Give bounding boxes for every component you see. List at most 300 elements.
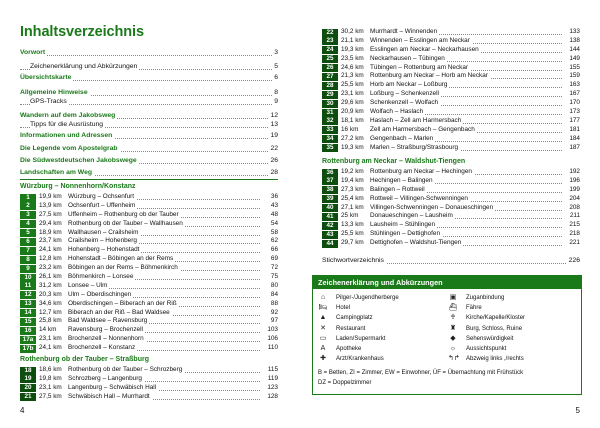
stage-route bbox=[68, 220, 260, 229]
stage-row[interactable] bbox=[20, 366, 278, 375]
stage-page: 97 bbox=[270, 317, 278, 325]
stage-distance: 21,3 km bbox=[341, 72, 364, 80]
stage-distance: 19,4 km bbox=[341, 176, 364, 184]
legend-item-label: Aussichtspunkt bbox=[466, 345, 507, 352]
restaurant-icon: ✕ bbox=[320, 324, 326, 332]
stage-page: 218 bbox=[569, 230, 580, 238]
stage-distance: 20,9 km bbox=[341, 108, 364, 116]
stage-distance: 31,2 km bbox=[39, 281, 62, 289]
stage-route bbox=[68, 291, 260, 300]
stage-page: 128 bbox=[267, 392, 278, 400]
stage-number-badge: 4 bbox=[20, 220, 36, 228]
stage-distance: 13,9 km bbox=[39, 201, 62, 209]
stage-route bbox=[68, 366, 260, 375]
stage-row[interactable] bbox=[20, 344, 278, 353]
stage-page: 192 bbox=[569, 168, 580, 175]
stage-row[interactable] bbox=[322, 108, 580, 117]
toc-entry[interactable] bbox=[20, 131, 278, 142]
stage-number-badge: 44 bbox=[322, 240, 338, 248]
stage-distance: 23,7 km bbox=[39, 237, 62, 245]
stage-row[interactable] bbox=[20, 264, 278, 273]
stage-row[interactable] bbox=[322, 195, 580, 204]
toc-entry-label: Die Südwestdeutschen Jakobswege bbox=[20, 156, 139, 167]
stage-route bbox=[370, 108, 562, 117]
stage-row[interactable] bbox=[322, 135, 580, 144]
stage-route-text: Neckarhausen – Tübingen bbox=[370, 54, 445, 62]
stage-page: 106 bbox=[267, 335, 278, 343]
stage-number-badge: 17b bbox=[20, 345, 36, 353]
stage-page: 115 bbox=[267, 366, 278, 373]
legend-item-label: Zuganbindung bbox=[466, 295, 505, 301]
stage-distance: 24,1 km bbox=[39, 246, 62, 254]
stage-route-text: Brochenzell – Konstanz bbox=[68, 344, 136, 352]
stage-number-badge: 26 bbox=[322, 64, 338, 72]
stage-row[interactable] bbox=[322, 90, 580, 99]
stage-distance: 12,7 km bbox=[39, 308, 62, 316]
toc-entry-page: 5 bbox=[272, 62, 278, 73]
stage-row[interactable] bbox=[322, 177, 580, 186]
stage-route bbox=[370, 195, 562, 204]
legend-item-label: Laden/Supermarkt bbox=[336, 335, 386, 342]
stage-page: 149 bbox=[569, 54, 580, 62]
stage-distance: 19,3 km bbox=[341, 143, 364, 151]
stage-page: 103 bbox=[267, 326, 278, 334]
stage-page: 133 bbox=[569, 28, 580, 35]
stage-route-text: Langenburg – Schwäbisch Hall bbox=[68, 383, 157, 391]
stage-route-text: Biberach an der Riß – Bad Waldsee bbox=[68, 308, 170, 316]
leader-dots bbox=[20, 55, 278, 56]
stage-row[interactable] bbox=[20, 202, 278, 211]
stage-route-text: Tübingen – Rottenburg am Neckar bbox=[370, 63, 469, 71]
stage-row[interactable] bbox=[322, 239, 580, 248]
stage-distance: 18,1 km bbox=[341, 116, 364, 124]
stage-number-badge: 42 bbox=[322, 222, 338, 230]
legend-item-label: Kirche/Kapelle/Kloster bbox=[466, 315, 526, 322]
stage-distance: 19,3 km bbox=[341, 45, 364, 53]
doctor-icon: ✚ bbox=[320, 355, 326, 363]
toc-entry-label: Landschaften am Weg bbox=[20, 168, 94, 179]
stage-route-text: Zell am Harmersbach – Gengenbach bbox=[370, 125, 475, 133]
stage-number-badge: 10 bbox=[20, 274, 36, 282]
stage-page: 54 bbox=[270, 219, 278, 227]
stage-route bbox=[370, 135, 562, 144]
toc-entry[interactable] bbox=[20, 168, 278, 179]
stage-row[interactable] bbox=[322, 64, 580, 73]
page-title: Inhaltsverzeichnis bbox=[20, 24, 144, 40]
toc-entry[interactable] bbox=[20, 144, 278, 155]
stage-number-badge: 33 bbox=[322, 126, 338, 134]
stage-route bbox=[370, 230, 562, 239]
stage-route bbox=[370, 212, 562, 221]
stage-route bbox=[370, 81, 562, 90]
stage-row[interactable] bbox=[20, 291, 278, 300]
stage-page: 72 bbox=[270, 264, 278, 272]
stage-page: 208 bbox=[569, 203, 580, 211]
legend-title: Zeichenerklärung und Abkürzungen bbox=[313, 276, 581, 289]
stage-row[interactable] bbox=[20, 384, 278, 393]
stage-route-text: Crailsheim – Hohenberg bbox=[68, 237, 137, 245]
stage-row[interactable] bbox=[322, 72, 580, 81]
stage-route bbox=[370, 64, 562, 73]
legend-item-label: Abzweig links ,/rechts bbox=[466, 356, 524, 363]
pilgrim-hostel-icon: ⌂ bbox=[320, 294, 326, 301]
section-heading-rottenburg: Rottenburg am Neckar – Waldshut-Tiengen bbox=[322, 158, 466, 165]
stage-row[interactable] bbox=[20, 393, 278, 402]
stage-distance: 29,7 km bbox=[341, 239, 364, 247]
stage-number-badge: 29 bbox=[322, 91, 338, 99]
stage-row[interactable] bbox=[20, 220, 278, 229]
stage-distance: 25,5 km bbox=[341, 230, 364, 238]
stage-number-badge: 13 bbox=[20, 300, 36, 308]
stage-route bbox=[68, 335, 260, 344]
stage-page: 84 bbox=[270, 290, 278, 298]
stage-distance: 24,6 km bbox=[341, 63, 364, 71]
turn-icon: ↰↱ bbox=[448, 355, 460, 363]
stage-number-badge: 3 bbox=[20, 211, 36, 219]
stage-route bbox=[370, 72, 562, 81]
stage-route bbox=[370, 126, 562, 135]
legend-item-label: Pilger-/Jugendherberge bbox=[336, 295, 399, 301]
stage-number-badge: 16 bbox=[20, 327, 36, 335]
toc-entry-label: Tipps für die Ausrüstung bbox=[30, 120, 105, 131]
stage-number-badge: 22 bbox=[322, 29, 338, 37]
toc-entry-label: Zeichenerklärung und Abkürzungen bbox=[30, 62, 139, 73]
stage-distance: 27,5 km bbox=[39, 392, 62, 400]
stage-route bbox=[68, 309, 260, 318]
stage-distance: 19,2 km bbox=[341, 168, 364, 175]
stage-number-badge: 23 bbox=[322, 37, 338, 45]
stage-route-text: Schwäbisch Hall – Murrhardt bbox=[68, 392, 150, 400]
pharmacy-icon: A bbox=[320, 344, 326, 352]
page-number: 4 bbox=[20, 406, 25, 415]
stage-page: 62 bbox=[270, 237, 278, 245]
stage-route bbox=[68, 300, 260, 309]
stage-route bbox=[68, 193, 260, 202]
stage-page: 80 bbox=[270, 281, 278, 289]
church-icon: ♰ bbox=[450, 314, 456, 322]
ferry-icon: ⛴ bbox=[448, 304, 458, 312]
toc-entry-page: 3 bbox=[272, 48, 278, 59]
stage-row[interactable] bbox=[322, 117, 580, 126]
stage-distance: 30,2 km bbox=[341, 28, 364, 35]
stage-page: 69 bbox=[270, 255, 278, 263]
toc-entry-label: GPS-Tracks bbox=[30, 97, 69, 108]
stage-route bbox=[68, 264, 260, 273]
stage-row[interactable] bbox=[20, 335, 278, 344]
stage-row[interactable] bbox=[20, 211, 278, 220]
stage-route-text: Haslach – Zell am Harmersbach bbox=[370, 116, 462, 124]
stage-page: 123 bbox=[267, 383, 278, 391]
stage-row[interactable] bbox=[20, 237, 278, 246]
stage-page: 221 bbox=[569, 239, 580, 247]
stage-distance: 24,1 km bbox=[39, 344, 62, 352]
right-page bbox=[300, 0, 600, 428]
stage-route bbox=[370, 168, 562, 177]
stage-route-text: Ravensburg – Brochenzell bbox=[68, 326, 143, 334]
stage-page: 92 bbox=[270, 308, 278, 316]
stage-route-text: Rothenburg ob der Tauber – Wallhausen bbox=[68, 219, 183, 227]
stage-route-text: Bad Waldsee – Ravensburg bbox=[68, 317, 148, 325]
section-heading-wuerzburg: Würzburg – Nonnenhorn/Konstanz bbox=[20, 183, 136, 190]
stage-number-badge: 8 bbox=[20, 256, 36, 264]
toc-entry[interactable] bbox=[20, 62, 278, 73]
legend-item-label: Apotheke bbox=[336, 345, 362, 352]
stage-route bbox=[370, 28, 562, 37]
legend-abbreviations: B = Betten, ZI = Zimmer, EW = Einwohner, ÜF = Übernachtung mit Frühstück bbox=[318, 370, 524, 376]
camping-icon: ▲ bbox=[319, 314, 327, 322]
stage-distance: 23,2 km bbox=[39, 264, 62, 272]
stichwort-row[interactable] bbox=[322, 256, 580, 266]
stage-row[interactable] bbox=[20, 375, 278, 384]
stage-route bbox=[370, 55, 562, 64]
stage-route-text: Dettighofen – Waldshut-Tiengen bbox=[370, 239, 462, 247]
stage-number-badge: 7 bbox=[20, 247, 36, 255]
stage-distance: 25,8 km bbox=[39, 317, 62, 325]
stage-number-badge: 2 bbox=[20, 202, 36, 210]
stage-page: 155 bbox=[569, 63, 580, 71]
stage-page: 36 bbox=[270, 193, 278, 200]
stage-page: 170 bbox=[569, 99, 580, 107]
stage-row[interactable] bbox=[20, 229, 278, 238]
legend-item-label: Sehenswürdigkeit bbox=[466, 335, 514, 342]
stage-route bbox=[370, 117, 562, 126]
stage-distance: 21,1 km bbox=[341, 36, 364, 44]
stage-number-badge: 19 bbox=[20, 375, 36, 383]
stage-page: 184 bbox=[569, 134, 580, 142]
stage-route-text: Rottenburg am Neckar – Horb am Neckar bbox=[370, 72, 488, 80]
stage-number-badge: 12 bbox=[20, 291, 36, 299]
toc-entry-label: Allgemeine Hinweise bbox=[20, 88, 90, 99]
stage-route-text: Wolfach – Haslach bbox=[370, 108, 424, 116]
stage-route bbox=[68, 237, 260, 246]
stichwort-label: Stichwortverzeichnis bbox=[322, 257, 384, 264]
stage-route-text: Rottenburg am Neckar – Hechingen bbox=[370, 168, 472, 175]
stage-number-badge: 9 bbox=[20, 265, 36, 273]
stage-row[interactable] bbox=[322, 81, 580, 90]
stage-page: 88 bbox=[270, 299, 278, 307]
stage-distance: 23,1 km bbox=[39, 335, 62, 343]
stage-distance: 23,5 km bbox=[341, 54, 364, 62]
stage-row[interactable] bbox=[20, 326, 278, 335]
stage-page: 204 bbox=[569, 194, 580, 202]
stage-page: 110 bbox=[267, 344, 278, 352]
stage-row[interactable] bbox=[20, 317, 278, 326]
stage-route-text: Böhmenkirch – Lonsee bbox=[68, 273, 134, 281]
stage-route-text: Donaueschingen – Lausheim bbox=[370, 212, 453, 220]
castle-icon: ♜ bbox=[449, 324, 457, 332]
toc-entry-label: Informationen und Adressen bbox=[20, 131, 114, 142]
stage-number-badge: 39 bbox=[322, 195, 338, 203]
stage-row[interactable] bbox=[322, 37, 580, 46]
stage-distance: 25,4 km bbox=[341, 194, 364, 202]
stage-route-text: Hohenberg – Hohenstadt bbox=[68, 246, 140, 254]
stage-route-text: Lonsee – Ulm bbox=[68, 281, 108, 289]
stage-route-text: Würzburg – Ochsenfurt bbox=[68, 193, 135, 200]
stage-page: 181 bbox=[569, 125, 580, 133]
stage-distance: 27,3 km bbox=[341, 185, 364, 193]
stage-route-text: Böbingen an der Rems – Böhmenkirch bbox=[68, 264, 178, 272]
stage-page: 66 bbox=[270, 246, 278, 254]
legend-item-label: Fähre bbox=[466, 305, 482, 312]
stage-row[interactable] bbox=[322, 221, 580, 230]
stage-number-badge: 5 bbox=[20, 229, 36, 237]
stage-route bbox=[68, 273, 260, 282]
stage-row[interactable] bbox=[20, 282, 278, 291]
stage-row[interactable] bbox=[322, 46, 580, 55]
stage-number-badge: 27 bbox=[322, 73, 338, 81]
train-icon: ▣ bbox=[449, 294, 457, 301]
stage-route bbox=[68, 384, 260, 393]
viewpoint-icon: ☼ bbox=[449, 344, 457, 352]
stage-route-text: Balingen – Rottweil bbox=[370, 185, 425, 193]
legend-item-label: Hotel bbox=[336, 305, 351, 312]
stage-row[interactable] bbox=[20, 255, 278, 264]
stage-route bbox=[68, 344, 260, 353]
stage-route bbox=[370, 99, 562, 108]
stage-row[interactable] bbox=[322, 99, 580, 108]
toc-entry-page: 19 bbox=[268, 131, 278, 142]
stage-row[interactable] bbox=[20, 300, 278, 309]
stage-distance: 18,6 km bbox=[39, 366, 62, 373]
stage-page: 196 bbox=[569, 176, 580, 184]
stage-route-text: Schrozberg – Langenburg bbox=[68, 374, 142, 382]
stage-distance: 18,9 km bbox=[39, 228, 62, 236]
legend-item-label: Burg, Schloss, Ruine bbox=[466, 325, 523, 332]
stage-page: 215 bbox=[569, 221, 580, 229]
stage-distance: 16 km bbox=[341, 125, 359, 133]
stage-row[interactable] bbox=[20, 246, 278, 255]
stage-number-badge: 43 bbox=[322, 231, 338, 239]
stage-distance: 20,3 km bbox=[39, 290, 62, 298]
stage-route bbox=[370, 144, 562, 153]
stage-number-badge: 15 bbox=[20, 318, 36, 326]
stage-row[interactable] bbox=[322, 55, 580, 64]
stage-list-rottenburg-neckar bbox=[322, 168, 580, 248]
stage-route bbox=[68, 246, 260, 255]
toc-entry-label: Wandern auf dem Jakobsweg bbox=[20, 111, 117, 122]
stage-number-badge: 14 bbox=[20, 309, 36, 317]
stage-number-badge: 40 bbox=[322, 204, 338, 212]
stage-row[interactable] bbox=[20, 193, 278, 202]
toc-entry[interactable] bbox=[20, 156, 278, 167]
stage-page: 144 bbox=[569, 45, 580, 53]
shop-icon: ▭ bbox=[319, 334, 327, 342]
stage-route-text: Uffenheim – Rothenburg ob der Tauber bbox=[68, 210, 179, 218]
stage-route-text: Hohenstadt – Böbingen an der Rems bbox=[68, 255, 174, 263]
stage-list-wuerzburg bbox=[20, 193, 278, 353]
stage-distance: 25 km bbox=[341, 212, 359, 220]
stage-row[interactable] bbox=[322, 230, 580, 239]
stage-page: 167 bbox=[569, 90, 580, 98]
stage-row[interactable] bbox=[322, 186, 580, 195]
stage-row[interactable] bbox=[322, 144, 580, 153]
stage-page: 163 bbox=[569, 81, 580, 89]
stage-page: 119 bbox=[267, 374, 278, 382]
toc-entry-page: 26 bbox=[268, 156, 278, 167]
stage-distance: 25,5 km bbox=[341, 81, 364, 89]
stage-number-badge: 36 bbox=[322, 169, 338, 177]
toc-entry-page: 13 bbox=[268, 120, 278, 131]
stage-route bbox=[370, 46, 562, 55]
legend-item-label: Campingplatz bbox=[336, 315, 373, 322]
stage-row[interactable] bbox=[20, 309, 278, 318]
stage-row[interactable] bbox=[322, 126, 580, 135]
stage-number-badge: 17a bbox=[20, 336, 36, 344]
stage-number-badge: 37 bbox=[322, 177, 338, 185]
stage-number-badge: 11 bbox=[20, 282, 36, 290]
stage-route bbox=[370, 37, 562, 46]
stage-route-text: Hechingen – Balingen bbox=[370, 176, 433, 184]
stage-number-badge: 31 bbox=[322, 109, 338, 117]
stage-page: 75 bbox=[270, 273, 278, 281]
page-number: 5 bbox=[575, 406, 580, 415]
stage-distance: 29,6 km bbox=[341, 99, 364, 107]
stage-route bbox=[68, 282, 260, 291]
stage-route bbox=[68, 326, 260, 335]
toc-entry[interactable] bbox=[20, 73, 278, 84]
stage-route-text: Brochenzell – Nonnenhorn bbox=[68, 335, 144, 343]
stage-route-text: Wallhausen – Crailsheim bbox=[68, 228, 139, 236]
toc-entry-label: Vorwort bbox=[20, 48, 47, 59]
stage-number-badge: 25 bbox=[322, 55, 338, 63]
stage-distance: 12,8 km bbox=[39, 255, 62, 263]
toc-entry[interactable] bbox=[20, 48, 278, 59]
stage-distance: 23,1 km bbox=[39, 383, 62, 391]
stichwort-page: 226 bbox=[568, 257, 580, 264]
toc-entry[interactable] bbox=[20, 97, 278, 108]
stage-row[interactable] bbox=[322, 28, 580, 37]
stage-route-text: Winnenden – Esslingen am Neckar bbox=[370, 36, 470, 44]
stage-row[interactable] bbox=[322, 204, 580, 213]
stage-route bbox=[68, 255, 260, 264]
legend-item-label: Restaurant bbox=[336, 325, 366, 332]
stage-page: 177 bbox=[569, 116, 580, 124]
stage-route-text: Rothenburg ob der Tauber – Schrozberg bbox=[68, 366, 183, 373]
stage-distance: 26,1 km bbox=[39, 273, 62, 281]
stage-page: 211 bbox=[569, 212, 580, 220]
stage-page: 48 bbox=[270, 210, 278, 218]
stage-row[interactable] bbox=[20, 273, 278, 282]
stage-route-text: Loßburg – Schenkenzell bbox=[370, 90, 439, 98]
toc-entry[interactable] bbox=[20, 120, 278, 131]
stage-page: 43 bbox=[270, 201, 278, 209]
stage-number-badge: 1 bbox=[20, 194, 36, 202]
toc-entry-page: 8 bbox=[272, 88, 278, 99]
stage-route-text: Gengenbach – Marlen bbox=[370, 134, 434, 142]
stage-route-text: Stühlingen – Dettighofen bbox=[370, 230, 440, 238]
stage-list-continued bbox=[322, 28, 580, 152]
stage-number-badge: 30 bbox=[322, 100, 338, 108]
stage-distance: 19,9 km bbox=[39, 193, 62, 200]
stage-route bbox=[370, 90, 562, 99]
toc-entry-label: Übersichtskarte bbox=[20, 73, 73, 84]
stage-route bbox=[68, 229, 260, 238]
stage-route-text: Villingen-Schwenningen – Donaueschingen bbox=[370, 203, 494, 211]
section-heading-rothenburg: Rothenburg ob der Tauber – Straßburg bbox=[20, 356, 149, 363]
stage-number-badge: 20 bbox=[20, 384, 36, 392]
stage-distance: 13,3 km bbox=[341, 221, 364, 229]
stage-page: 199 bbox=[569, 185, 580, 193]
stage-distance: 27,1 km bbox=[341, 203, 364, 211]
stage-row[interactable] bbox=[322, 212, 580, 221]
stage-route bbox=[68, 211, 260, 220]
stage-route-text: Lausheim – Stühlingen bbox=[370, 221, 436, 229]
stage-route bbox=[370, 186, 562, 195]
stage-row[interactable] bbox=[322, 168, 580, 177]
stage-list-rothenburg bbox=[20, 366, 278, 402]
stage-number-badge: 28 bbox=[322, 82, 338, 90]
stage-route bbox=[370, 177, 562, 186]
